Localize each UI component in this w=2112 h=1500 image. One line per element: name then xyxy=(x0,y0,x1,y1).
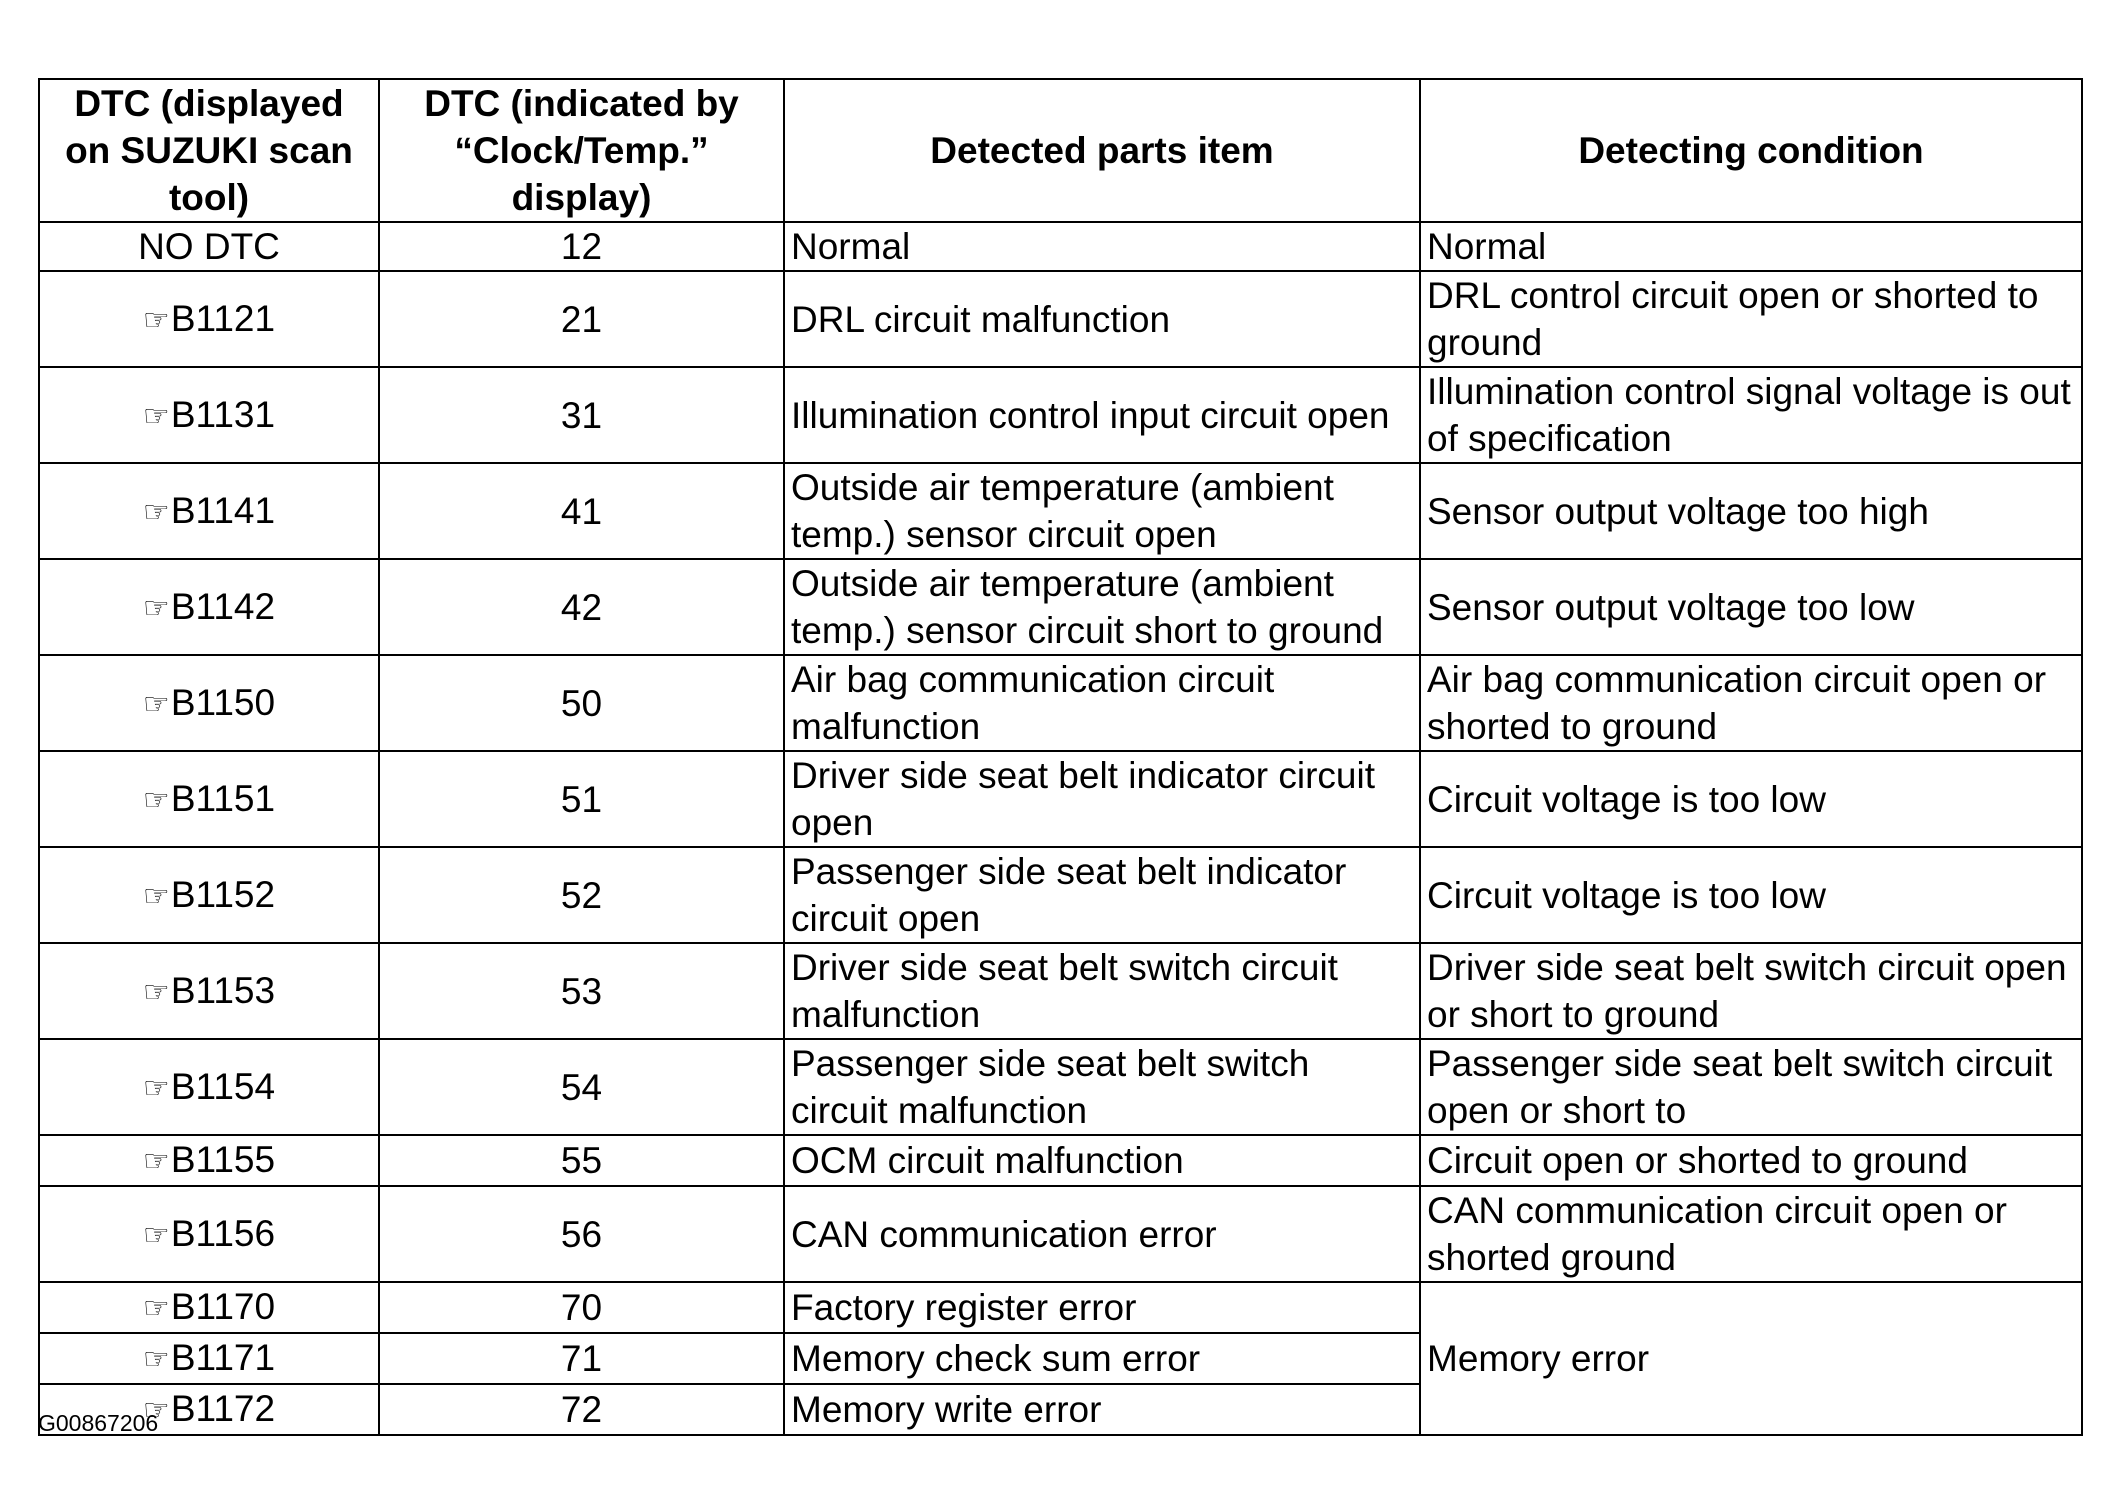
dtc-cell xyxy=(39,943,379,1039)
pointing-hand-icon[interactable]: ☞ xyxy=(142,879,170,913)
detected-item-cell: Passenger side seat belt switch circuit malfunction xyxy=(784,1039,1420,1135)
pointing-hand-icon[interactable]: ☞ xyxy=(142,495,170,529)
clock-code-cell: 42 xyxy=(379,559,784,655)
table-row xyxy=(39,1186,2082,1282)
detecting-condition-cell: CAN communication circuit open or shorted ground xyxy=(1420,1186,2082,1282)
clock-code-cell: 56 xyxy=(379,1186,784,1282)
table-row xyxy=(39,367,2082,463)
table-row xyxy=(39,271,2082,367)
detecting-condition-cell: Circuit open or shorted to ground xyxy=(1420,1135,2082,1186)
dtc-code: B1152 xyxy=(170,873,276,915)
detected-item-cell: Normal xyxy=(784,222,1420,271)
pointing-hand-icon[interactable]: ☞ xyxy=(142,1292,170,1325)
dtc-cell xyxy=(39,463,379,559)
detecting-condition-cell: DRL control circuit open or shorted to ground xyxy=(1420,271,2082,367)
detected-item-cell: Driver side seat belt indicator circuit open xyxy=(784,751,1420,847)
clock-code-cell: 52 xyxy=(379,847,784,943)
header-dtc-scan-tool: DTC (displayed on SUZUKI scan tool) xyxy=(39,79,379,222)
detecting-condition-cell: Passenger side seat belt switch circuit open or short to xyxy=(1420,1039,2082,1135)
clock-code-cell: 21 xyxy=(379,271,784,367)
clock-code-cell: 71 xyxy=(379,1333,784,1384)
dtc-cell xyxy=(39,1333,379,1384)
pointing-hand-icon[interactable]: ☞ xyxy=(142,1394,170,1427)
dtc-code: NO DTC xyxy=(138,226,280,267)
detecting-condition-cell: Circuit voltage is too low xyxy=(1420,751,2082,847)
dtc-cell xyxy=(39,1282,379,1333)
pointing-hand-icon[interactable]: ☞ xyxy=(142,399,170,433)
pointing-hand-icon[interactable]: ☞ xyxy=(142,1218,170,1252)
header-detecting-condition: Detecting condition xyxy=(1420,79,2082,222)
detected-item-cell: Memory write error xyxy=(784,1384,1420,1435)
clock-code-cell: 72 xyxy=(379,1384,784,1435)
dtc-cell xyxy=(39,559,379,655)
header-detected-parts-item: Detected parts item xyxy=(784,79,1420,222)
detected-item-cell: Illumination control input circuit open xyxy=(784,367,1420,463)
detecting-condition-cell: Illumination control signal voltage is out of specification xyxy=(1420,367,2082,463)
clock-code-cell: 53 xyxy=(379,943,784,1039)
clock-code-cell: 31 xyxy=(379,367,784,463)
pointing-hand-icon[interactable]: ☞ xyxy=(142,975,170,1009)
dtc-code: B1156 xyxy=(170,1212,276,1254)
dtc-cell xyxy=(39,655,379,751)
dtc-cell xyxy=(39,1039,379,1135)
clock-code-cell: 55 xyxy=(379,1135,784,1186)
table-row xyxy=(39,847,2082,943)
table-row xyxy=(39,943,2082,1039)
detecting-condition-cell: Sensor output voltage too low xyxy=(1420,559,2082,655)
pointing-hand-icon[interactable]: ☞ xyxy=(142,687,170,721)
clock-code-cell: 12 xyxy=(379,222,784,271)
detecting-condition-cell: Driver side seat belt switch circuit open or short to ground xyxy=(1420,943,2082,1039)
figure-id: G00867206 xyxy=(38,1410,159,1436)
pointing-hand-icon[interactable]: ☞ xyxy=(142,783,170,817)
table-row xyxy=(39,1039,2082,1135)
dtc-code: B1171 xyxy=(170,1337,276,1378)
header-row xyxy=(39,79,2082,222)
dtc-code: B1154 xyxy=(170,1065,276,1107)
detecting-condition-cell: Air bag communication circuit open or shorted to ground xyxy=(1420,655,2082,751)
dtc-code: B1121 xyxy=(170,297,276,339)
detected-item-cell: Air bag communication circuit malfunction xyxy=(784,655,1420,751)
clock-code-cell: 70 xyxy=(379,1282,784,1333)
dtc-cell xyxy=(39,1135,379,1186)
detected-item-cell: OCM circuit malfunction xyxy=(784,1135,1420,1186)
table-row xyxy=(39,463,2082,559)
dtc-code: B1172 xyxy=(170,1388,276,1429)
dtc-code: B1150 xyxy=(170,681,276,723)
detecting-condition-cell: Sensor output voltage too high xyxy=(1420,463,2082,559)
detected-item-cell: Driver side seat belt switch circuit malfunction xyxy=(784,943,1420,1039)
clock-code-cell: 41 xyxy=(379,463,784,559)
clock-code-cell: 51 xyxy=(379,751,784,847)
detected-item-cell: Outside air temperature (ambient temp.) sensor circuit open xyxy=(784,463,1420,559)
dtc-cell xyxy=(39,222,379,271)
detected-item-cell: CAN communication error xyxy=(784,1186,1420,1282)
detected-item-cell: DRL circuit malfunction xyxy=(784,271,1420,367)
dtc-cell xyxy=(39,847,379,943)
pointing-hand-icon[interactable]: ☞ xyxy=(142,1343,170,1376)
table-row xyxy=(39,751,2082,847)
detected-item-cell: Outside air temperature (ambient temp.) sensor circuit short to ground xyxy=(784,559,1420,655)
dtc-code: B1155 xyxy=(170,1139,276,1180)
dtc-code: B1142 xyxy=(170,585,276,627)
detecting-condition-cell: Memory error xyxy=(1420,1282,2082,1435)
clock-code-cell: 50 xyxy=(379,655,784,751)
detecting-condition-cell: Normal xyxy=(1420,222,2082,271)
dtc-code: B1151 xyxy=(170,777,276,819)
pointing-hand-icon[interactable]: ☞ xyxy=(142,303,170,337)
table-row xyxy=(39,655,2082,751)
detected-item-cell: Passenger side seat belt indicator circuit open xyxy=(784,847,1420,943)
dtc-cell xyxy=(39,367,379,463)
dtc-code: B1131 xyxy=(170,393,276,435)
detected-item-cell: Memory check sum error xyxy=(784,1333,1420,1384)
dtc-cell xyxy=(39,1186,379,1282)
header-dtc-clock-display: DTC (indicated by “Clock/Temp.” display) xyxy=(379,79,784,222)
detecting-condition-cell: Circuit voltage is too low xyxy=(1420,847,2082,943)
dtc-cell xyxy=(39,271,379,367)
table-row xyxy=(39,1282,2082,1333)
pointing-hand-icon[interactable]: ☞ xyxy=(142,591,170,625)
table-row xyxy=(39,222,2082,271)
dtc-code: B1141 xyxy=(170,489,276,531)
pointing-hand-icon[interactable]: ☞ xyxy=(142,1145,170,1178)
clock-code-cell: 54 xyxy=(379,1039,784,1135)
table-row xyxy=(39,1135,2082,1186)
dtc-code: B1170 xyxy=(170,1286,276,1327)
dtc-cell xyxy=(39,751,379,847)
dtc-table xyxy=(38,78,2083,1436)
table-row xyxy=(39,559,2082,655)
pointing-hand-icon[interactable]: ☞ xyxy=(142,1071,170,1105)
detected-item-cell: Factory register error xyxy=(784,1282,1420,1333)
dtc-code: B1153 xyxy=(170,969,276,1011)
